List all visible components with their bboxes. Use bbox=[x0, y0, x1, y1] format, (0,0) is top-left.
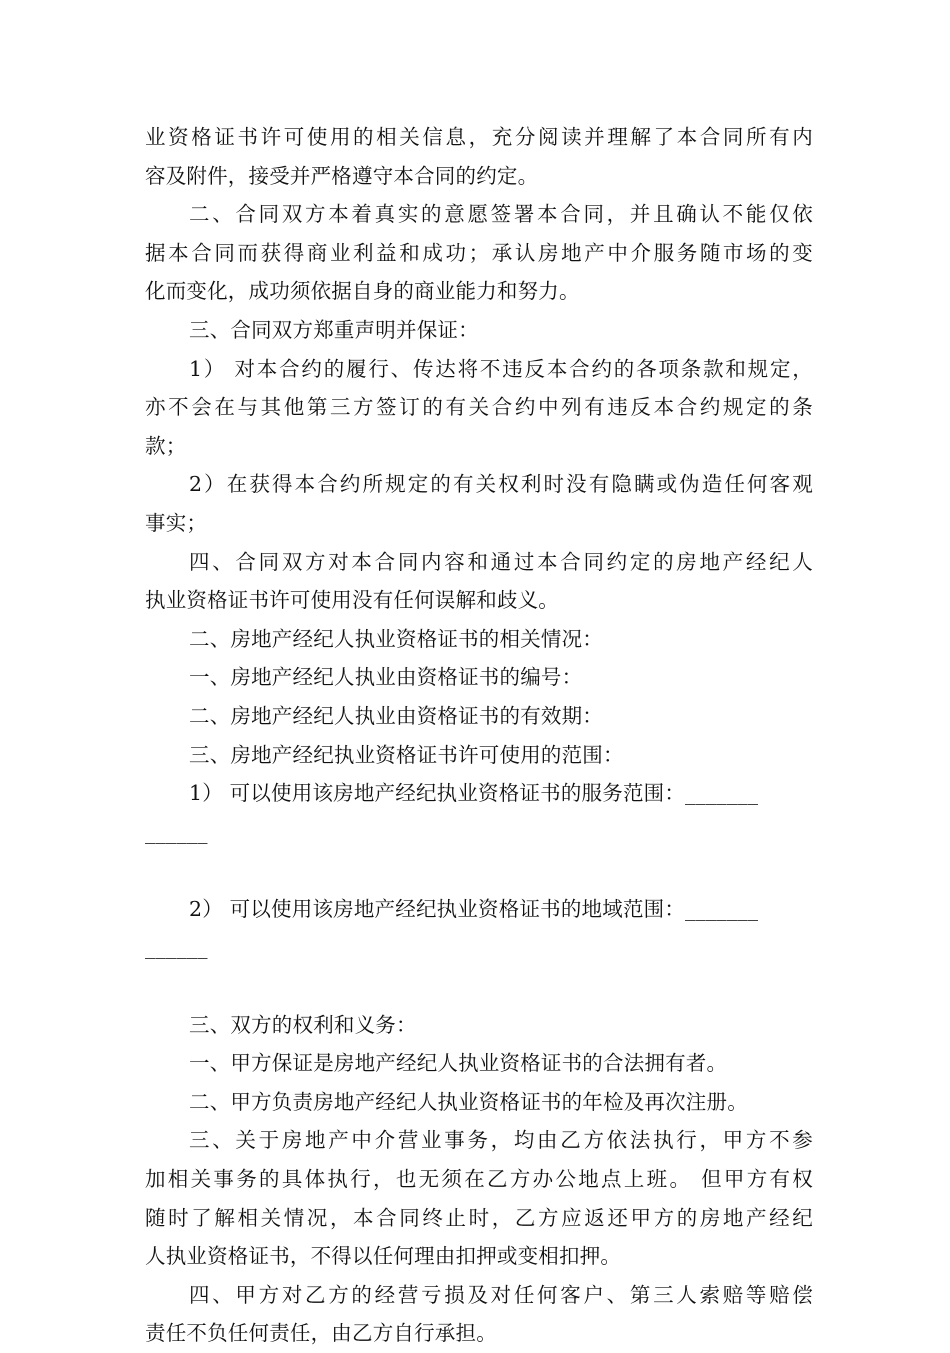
text-line: 二、合同双方本着真实的意愿签署本合同，并且确认不能仅依 bbox=[189, 202, 813, 227]
text-line: 三、合同双方郑重声明并保证： bbox=[189, 317, 479, 342]
text-line: 加相关事务的具体执行，也无须在乙方办公地点上班。 但甲方有权 bbox=[145, 1167, 813, 1192]
text-line: 2） 可以使用该房地产经纪执业资格证书的地域范围：_______ bbox=[189, 896, 759, 921]
text-line: 随时了解相关情况，本合同终止时，乙方应返还甲方的房地产经纪 bbox=[145, 1205, 813, 1230]
document-body bbox=[145, 118, 813, 1353]
text-line: 三、双方的权利和义务： bbox=[189, 1012, 417, 1037]
text-line: 二、甲方负责房地产经纪人执业资格证书的年检及再次注册。 bbox=[189, 1089, 748, 1114]
text-line: 三、房地产经纪执业资格证书许可使用的范围： bbox=[189, 742, 624, 767]
text-line: 一、甲方保证是房地产经纪人执业资格证书的合法拥有者。 bbox=[189, 1051, 728, 1076]
text-line: 事实； bbox=[145, 510, 208, 535]
text-line: 三、关于房地产中介营业事务，均由乙方依法执行，甲方不参 bbox=[189, 1128, 813, 1153]
text-line: 据本合同而获得商业利益和成功；承认房地产中介服务随市场的变 bbox=[145, 240, 813, 265]
text-line: 二、房地产经纪人执业由资格证书的有效期： bbox=[189, 703, 603, 728]
text-line: 2）在获得本合约所规定的有关权利时没有隐瞒或伪造任何客观 bbox=[189, 472, 813, 497]
text-line: 一、房地产经纪人执业由资格证书的编号： bbox=[189, 665, 583, 690]
text-line: 四、甲方对乙方的经营亏损及对任何客户、第三人索赔等赔偿 bbox=[189, 1282, 813, 1307]
text-line: 容及附件，接受并严格遵守本合同的约定。 bbox=[145, 163, 539, 188]
text-line: 业资格证书许可使用的相关信息，充分阅读并理解了本合同所有内 bbox=[145, 125, 813, 149]
text-line: 责任不负任何责任，由乙方自行承担。 bbox=[145, 1321, 497, 1346]
text-line: ______ bbox=[145, 935, 208, 960]
text-line: 化而变化，成功须依据自身的商业能力和努力。 bbox=[145, 279, 580, 304]
text-line: 款； bbox=[145, 433, 187, 458]
text-line: ______ bbox=[145, 819, 208, 844]
text-line: 执业资格证书许可使用没有任何误解和歧义。 bbox=[145, 588, 559, 613]
blank-line bbox=[145, 967, 813, 1006]
blank-line bbox=[145, 851, 813, 890]
text-line: 二、房地产经纪人执业资格证书的相关情况： bbox=[189, 626, 603, 651]
text-line: 亦不会在与其他第三方签订的有关合约中列有违反本合约规定的条 bbox=[145, 395, 813, 420]
text-line: 1） 对本合约的履行、传达将不违反本合约的各项条款和规定， bbox=[189, 356, 813, 381]
text-line: 四、合同双方对本合同内容和通过本合同约定的房地产经纪人 bbox=[189, 549, 813, 574]
text-line: 人执业资格证书，不得以任何理由扣押或变相扣押。 bbox=[145, 1244, 622, 1269]
text-line: 1） 可以使用该房地产经纪执业资格证书的服务范围：_______ bbox=[189, 781, 759, 806]
